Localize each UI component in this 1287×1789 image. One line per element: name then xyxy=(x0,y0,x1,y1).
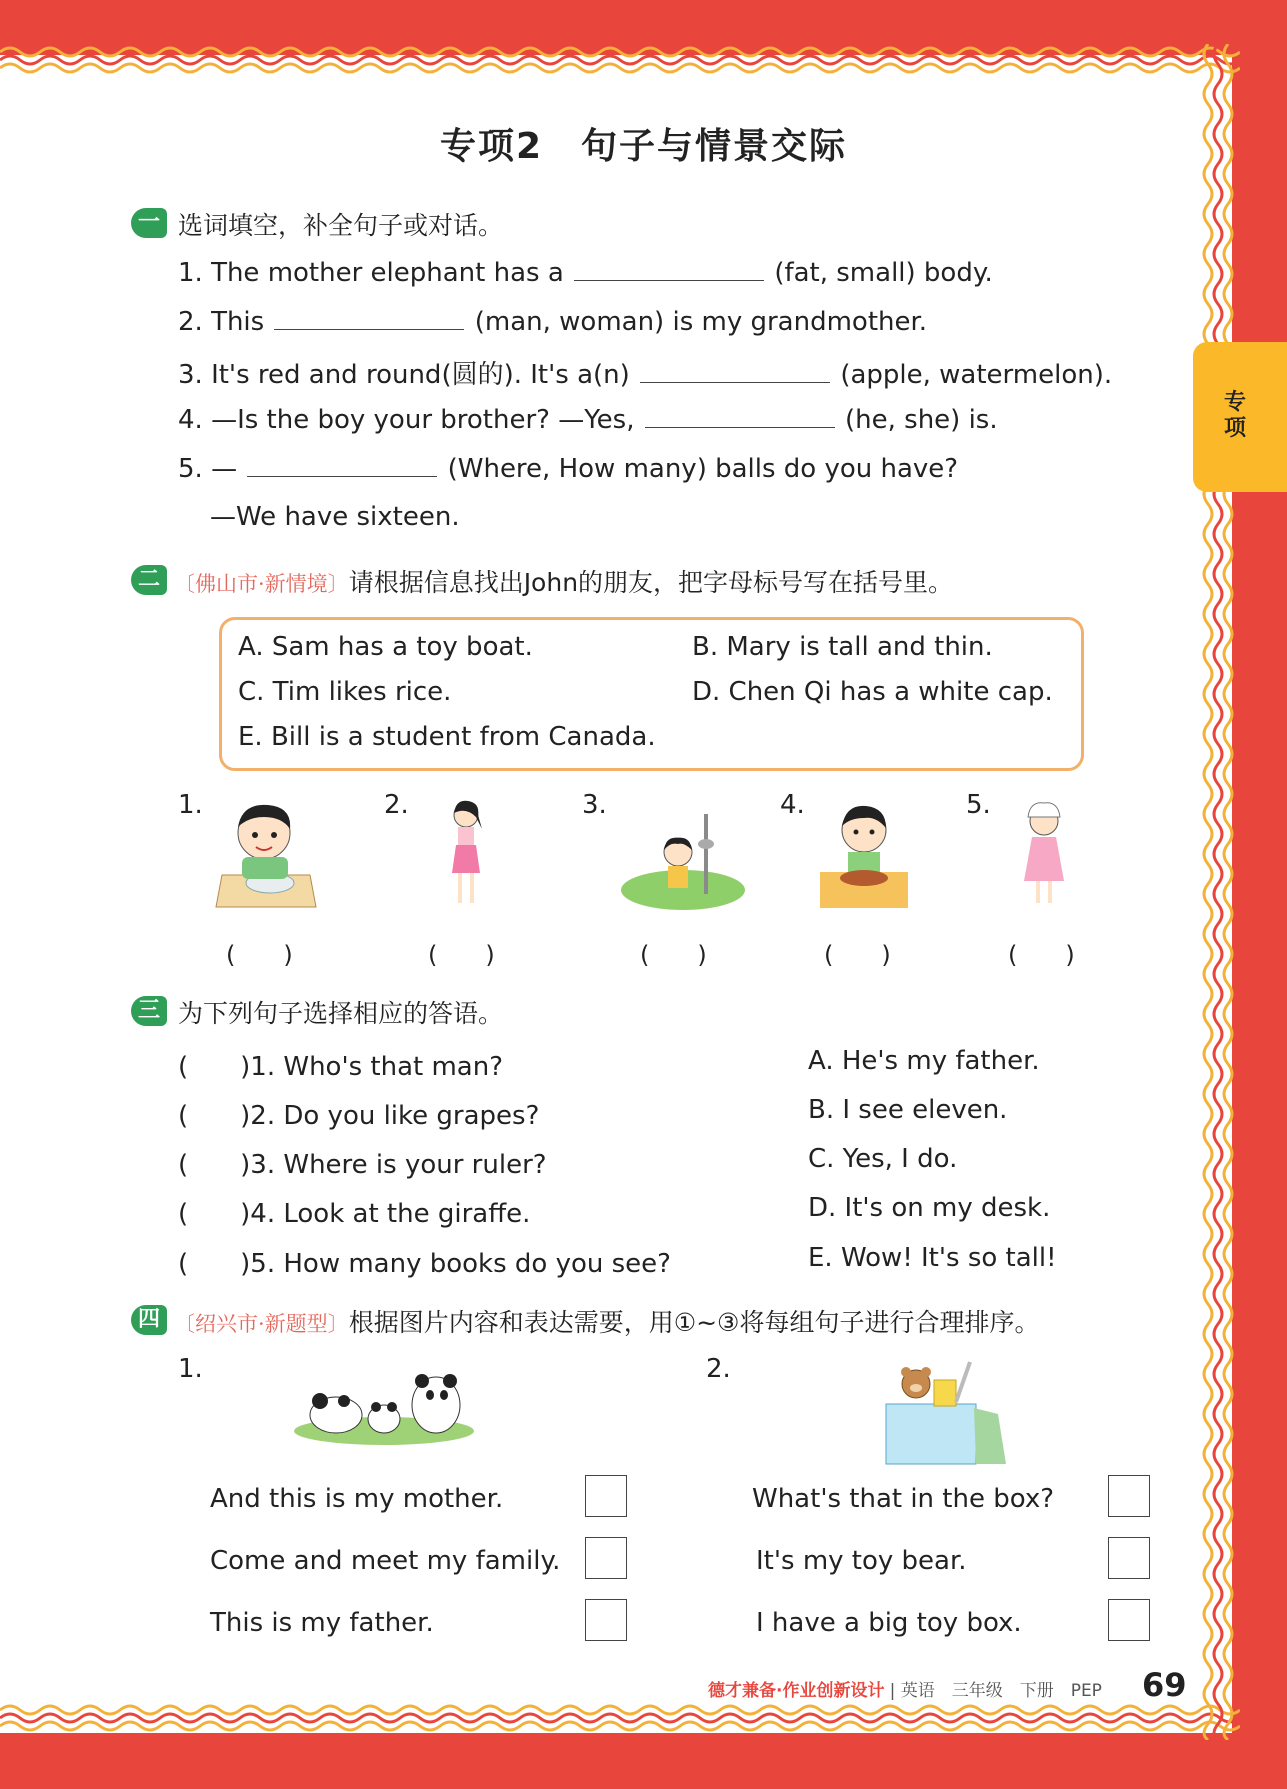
s3-answer-a: A. He's my father. xyxy=(808,1046,1040,1076)
group1-order-box-3[interactable] xyxy=(585,1599,627,1641)
picture-number-5: 5. xyxy=(966,790,991,820)
group2-sentence-3: I have a big toy box. xyxy=(756,1608,1022,1638)
s3-answer-d: D. It's on my desk. xyxy=(808,1193,1051,1223)
section1-instruction: 选词填空，补全句子或对话。 xyxy=(178,211,504,240)
s3-question-3: ( )3. Where is your ruler? xyxy=(178,1150,547,1180)
s3-answer-c: C. Yes, I do. xyxy=(808,1144,958,1174)
s1-item-5 xyxy=(178,452,958,484)
section4-tag: 〔绍兴市·新题型〕 xyxy=(174,1312,349,1336)
s1-blank-4[interactable] xyxy=(645,403,835,428)
page-title: 专项2 句子与情景交际 xyxy=(439,126,848,167)
picture-number-2: 2. xyxy=(384,790,409,820)
group2-order-box-1[interactable] xyxy=(1108,1475,1150,1517)
s1-blank-1[interactable] xyxy=(574,256,764,281)
s1-item-1-post: (fat, small) body. xyxy=(774,258,993,288)
s1-blank-5[interactable] xyxy=(247,452,437,477)
footer-info: | 英语 三年级 下册 PEP xyxy=(889,1681,1102,1701)
s3-question-5: ( )5. How many books do you see? xyxy=(178,1249,671,1279)
answer-paren-5[interactable]: ( ) xyxy=(1008,941,1075,969)
section4-instruction: 根据图片内容和表达需要，用①~③将每组句子进行合理排序。 xyxy=(348,1308,1040,1337)
group1-number: 1. xyxy=(178,1354,203,1384)
option-c: C. Tim likes rice. xyxy=(238,677,452,707)
page-number: 69 xyxy=(1142,1666,1187,1704)
s1-item-3 xyxy=(178,354,1112,391)
option-e: E. Bill is a student from Canada. xyxy=(238,722,656,752)
group2-number: 2. xyxy=(706,1354,731,1384)
section2-tag: 〔佛山市·新情境〕 xyxy=(174,572,349,596)
s1-item-3-post: (apple, watermelon). xyxy=(840,360,1113,390)
section4-badge: 四 xyxy=(131,1305,167,1335)
s1-item-5-post: (Where, How many) balls do you have? xyxy=(447,454,959,484)
s1-item-3-pre: 3. It's red and round(圆的). It's a(n) xyxy=(178,360,630,390)
group2-order-box-2[interactable] xyxy=(1108,1537,1150,1579)
footer-series: 德才兼备·作业创新设计 xyxy=(708,1681,885,1701)
s3-question-1: ( )1. Who's that man? xyxy=(178,1052,504,1082)
section2-heading xyxy=(174,563,953,599)
picture-number-1: 1. xyxy=(178,790,203,820)
girl-white-cap-illustration xyxy=(1012,795,1076,913)
section1-badge: 一 xyxy=(131,208,167,238)
section2-instruction: 请根据信息找出John的朋友，把字母标号写在括号里。 xyxy=(348,568,954,597)
s3-answer-e: E. Wow! It's so tall! xyxy=(808,1243,1057,1273)
tall-thin-girl-illustration xyxy=(436,795,496,913)
group1-sentence-3: This is my father. xyxy=(210,1608,434,1638)
picture-number-3: 3. xyxy=(582,790,607,820)
s1-item-2-pre: 2. This xyxy=(178,307,265,337)
answer-paren-3[interactable]: ( ) xyxy=(640,941,707,969)
s1-item-4-pre: 4. —Is the boy your brother? —Yes, xyxy=(178,405,635,435)
s3-question-2: ( )2. Do you like grapes? xyxy=(178,1101,540,1131)
s1-item-4 xyxy=(178,403,998,435)
group1-order-box-1[interactable] xyxy=(585,1475,627,1517)
page-footer xyxy=(708,1676,1102,1701)
panda-family-illustration xyxy=(290,1365,476,1447)
s1-item-5-pre: 5. — xyxy=(178,454,238,484)
option-a: A. Sam has a toy boat. xyxy=(238,632,533,662)
answer-paren-1[interactable]: ( ) xyxy=(226,941,293,969)
toy-box-bear-illustration xyxy=(880,1358,1012,1468)
group1-sentence-1: And this is my mother. xyxy=(210,1484,504,1514)
s1-item-2 xyxy=(178,305,927,337)
boy-with-bowl-illustration xyxy=(818,800,910,910)
s1-blank-3[interactable] xyxy=(640,358,830,383)
s1-item-2-post: (man, woman) is my grandmother. xyxy=(474,307,928,337)
option-d: D. Chen Qi has a white cap. xyxy=(692,677,1053,707)
group2-order-box-3[interactable] xyxy=(1108,1599,1150,1641)
s1-blank-2[interactable] xyxy=(274,305,464,330)
wavy-border-right xyxy=(1198,44,1246,1740)
side-tab-label: 专项 xyxy=(1223,390,1246,441)
section3-instruction: 为下列句子选择相应的答语。 xyxy=(178,999,504,1028)
section3-badge: 三 xyxy=(131,996,167,1026)
group1-sentence-2: Come and meet my family. xyxy=(210,1546,561,1576)
group2-sentence-2: It's my toy bear. xyxy=(756,1546,967,1576)
s3-question-4: ( )4. Look at the giraffe. xyxy=(178,1199,531,1229)
wavy-border-top xyxy=(0,44,1240,80)
boy-canada-tower-illustration xyxy=(618,800,748,912)
section4-heading xyxy=(174,1303,1039,1339)
s1-item-1-pre: 1. The mother elephant has a xyxy=(178,258,564,288)
answer-paren-4[interactable]: ( ) xyxy=(824,941,891,969)
answer-paren-2[interactable]: ( ) xyxy=(428,941,495,969)
picture-number-4: 4. xyxy=(780,790,805,820)
s3-answer-b: B. I see eleven. xyxy=(808,1095,1008,1125)
boy-eating-rice-illustration xyxy=(212,795,320,913)
side-tab xyxy=(1193,342,1287,492)
s1-item-5-answer: —We have sixteen. xyxy=(210,502,460,532)
option-b: B. Mary is tall and thin. xyxy=(692,632,993,662)
group2-sentence-1: What's that in the box? xyxy=(752,1484,1055,1514)
s1-item-1 xyxy=(178,256,993,288)
group1-order-box-2[interactable] xyxy=(585,1537,627,1579)
wavy-border-bottom xyxy=(0,1700,1240,1740)
s1-item-4-post: (he, she) is. xyxy=(845,405,998,435)
section2-badge: 二 xyxy=(131,565,167,595)
